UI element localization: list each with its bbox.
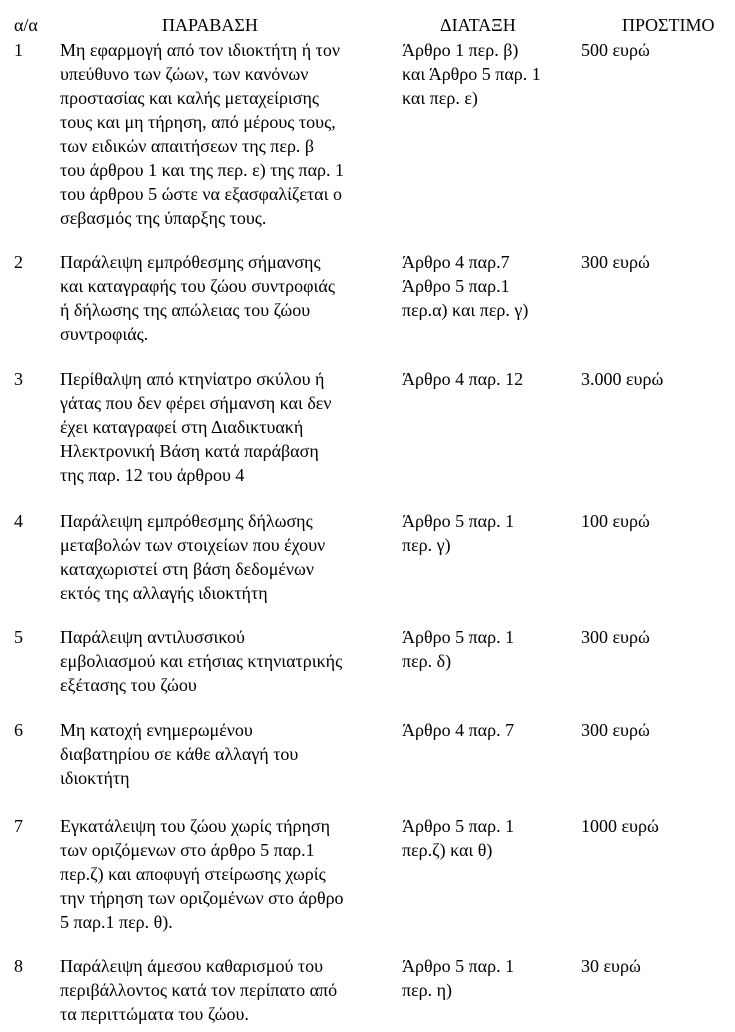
row-number: 3 — [14, 369, 23, 389]
row-number: 2 — [14, 252, 23, 272]
row-number: 6 — [14, 720, 23, 740]
row-violation: Εγκατάλειψη του ζώου χωρίς τήρηση των οριζόμενων στο άρθρο 5 παρ.1 περ.ζ) και αποφυγή στείρωσης χωρίς την τήρηση των οριζομένων στο άρθρο 5 παρ.1 περ. θ). — [60, 816, 344, 932]
row-fine: 30 ευρώ — [581, 956, 641, 976]
row-number: 7 — [14, 816, 23, 836]
header-violation: ΠΑΡΑΒΑΣΗ — [162, 15, 258, 35]
row-fine: 300 ευρώ — [581, 252, 650, 272]
row-violation: Μη εφαρμογή από τον ιδιοκτήτη ή τον υπεύθυνο των ζώων, των κανόνων προστασίας και καλής μεταχείρισης τους και μη τήρηση, από μέρους τους, των ειδικών απαιτήσεων της περ. β του άρθρου 1 και της περ. ε) της παρ. 1 του άρθρου 5 ώστε να εξασφαλίζεται ο σεβασμός της ύπαρξης τους. — [60, 40, 344, 228]
row-provision: Άρθρο 4 παρ. 7 — [402, 720, 515, 740]
row-provision: Άρθρο 4 παρ. 12 — [402, 369, 524, 389]
row-fine: 300 ευρώ — [581, 720, 650, 740]
row-number: 1 — [14, 40, 23, 60]
row-violation: Μη κατοχή ενημερωμένου διαβατηρίου σε κάθε αλλαγή του ιδιοκτήτη — [60, 720, 299, 788]
row-fine: 300 ευρώ — [581, 627, 650, 647]
header-provision: ΔΙΑΤΑΞΗ — [440, 15, 516, 35]
row-provision: Άρθρο 5 παρ. 1 περ. η) — [402, 956, 515, 1000]
row-violation: Παράλειψη εμπρόθεσμης σήμανσης και καταγραφής του ζώου συντροφιάς ή δήλωσης της απώλειας του ζώου συντροφιάς. — [60, 252, 335, 344]
row-fine: 1000 ευρώ — [581, 816, 659, 836]
row-violation: Παράλειψη εμπρόθεσμης δήλωσης μεταβολών των στοιχείων που έχουν καταχωριστεί στη βάση δεδομένων εκτός της αλλαγής ιδιοκτήτη — [60, 511, 326, 603]
row-provision: Άρθρο 5 παρ. 1 περ. δ) — [402, 627, 515, 671]
row-violation: Παράλειψη άμεσου καθαρισμού του περιβάλλοντος κατά τον περίπατο από τα περιττώματα του ζώου. — [60, 956, 338, 1024]
row-fine: 500 ευρώ — [581, 40, 650, 60]
row-fine: 3.000 ευρώ — [581, 369, 664, 389]
row-provision: Άρθρο 5 παρ. 1 περ. γ) — [402, 511, 515, 555]
row-provision: Άρθρο 1 περ. β) και Άρθρο 5 παρ. 1 και περ. ε) — [402, 40, 541, 108]
row-violation: Περίθαλψη από κτηνίατρο σκύλου ή γάτας που δεν φέρει σήμανση και δεν έχει καταγραφεί στη Διαδικτυακή Ηλεκτρονική Βάση κατά παράβαση της παρ. 12 του άρθρου 4 — [60, 369, 332, 485]
row-number: 8 — [14, 956, 23, 976]
header-number: α/α — [14, 15, 38, 35]
row-number: 5 — [14, 627, 23, 647]
row-provision: Άρθρο 5 παρ. 1 περ.ζ) και θ) — [402, 816, 515, 860]
table-header — [0, 12, 735, 38]
row-number: 4 — [14, 511, 23, 531]
row-provision: Άρθρο 4 παρ.7 Άρθρο 5 παρ.1 περ.α) και περ. γ) — [402, 252, 529, 320]
row-violation: Παράλειψη αντιλυσσικού εμβολιασμού και ετήσιας κτηνιατρικής εξέτασης του ζώου — [60, 627, 343, 695]
header-fine: ΠΡΟΣΤΙΜΟ — [622, 15, 715, 35]
row-fine: 100 ευρώ — [581, 511, 650, 531]
